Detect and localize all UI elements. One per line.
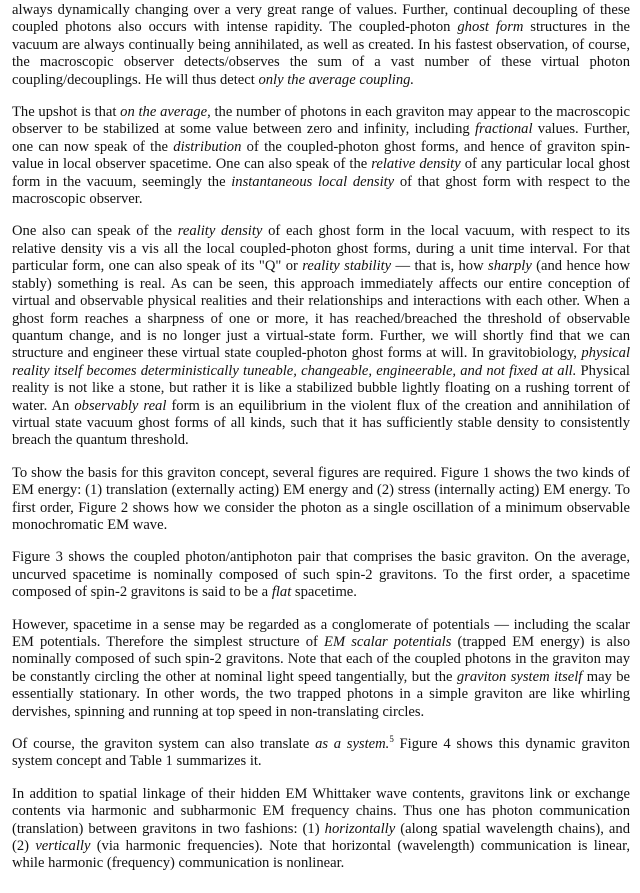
paragraph-5 <box>12 549 630 601</box>
text-run: (trapped EM energy) is also nominally composed of such spin-2 gravitons. Note that each of the coupled photons in the graviton may be constantly circling the other at nominal light speed tangentially, but the <box>12 634 630 685</box>
italic-run: distribution <box>173 138 242 155</box>
italic-run: reality density <box>177 223 263 240</box>
paragraph-2 <box>12 104 630 208</box>
text-run: of each ghost form in the local vacuum, with respect to its relative density vis a vis all the local coupled-photon ghost forms, during a unit time interval. For that particular form, one can also speak of its "Q" or <box>12 223 630 275</box>
italic-run: physical reality itself becomes deterministically tuneable, changeable, engineerable, and not fixed at all. <box>12 345 630 379</box>
text-run: of the coupled-photon ghost forms, and hence of graviton spin-value in local observer spacetime. One can also speak of the <box>12 138 631 173</box>
text-run: In addition to spatial linkage of their hidden EM Whittaker wave contents, gravitons link or exchange contents via harmonic and subharmonic EM frequency chains. Thus one has photon communication (translation) between gravitons in two fashions: (1) <box>12 785 630 837</box>
text-run: The upshot is that <box>12 104 121 121</box>
paragraph-8 <box>12 786 630 873</box>
italic-run: horizontally <box>324 820 396 837</box>
italic-run: instantaneous local density <box>231 173 395 190</box>
text-run: values. Further, one can now speak of the <box>12 121 630 155</box>
paragraph-3 <box>12 223 630 449</box>
italic-run: fractional <box>474 121 533 138</box>
text-run: of any particular local ghost form in the vacuum, seemingly the <box>12 156 630 190</box>
text-run: (via harmonic frequencies). Note that horizontal (wavelength) communication is linear, while harmonic (frequency) communication is nonlinear. <box>12 838 630 872</box>
footnote-reference: 5 <box>389 734 394 745</box>
text-run: form is an equilibrium in the violent flux of the creation and annihilation of virtual state vacuum ghost forms of all kinds, such that it has sufficiently stable density to consistently breach the quantum threshold. <box>12 397 630 449</box>
paragraph-6 <box>12 617 630 721</box>
italic-run: as a system. <box>315 736 390 753</box>
text-run: may be essentially stationary. In other words, the two trapped photons in a simple graviton are like whirling dervishes, spinning and running at top speed in non-translating circles. <box>12 668 630 720</box>
italic-run: reality stability <box>302 258 392 275</box>
italic-run: on the average <box>120 104 208 121</box>
italic-run: observably real <box>74 397 167 414</box>
text-run: always dynamically changing over a very great range of values. Further, continual decoupling of these coupled photons also occurs with intense rapidity. The coupled-photon <box>12 2 630 36</box>
text-run: of that ghost form with respect to the macroscopic observer. <box>12 173 630 208</box>
text-run: One also can speak of the <box>12 223 178 240</box>
text-run: However, spacetime in a sense may be regarded as a conglomerate of potentials — including the scalar EM potentials. Therefore the simplest structure of <box>12 616 630 650</box>
italic-run: vertically <box>35 838 91 855</box>
italic-run: ghost form <box>457 19 524 36</box>
italic-run: EM scalar potentials <box>324 634 452 650</box>
text-run: — that is, how <box>391 258 489 275</box>
paragraph-7 <box>12 736 630 771</box>
document-page <box>12 2 630 873</box>
paragraph-4 <box>12 465 630 535</box>
text-run: Of course, the graviton system can also translate <box>12 736 316 753</box>
italic-run: graviton system itself <box>456 668 583 685</box>
text-run: (along spatial wavelength chains), and (2) <box>12 820 631 855</box>
paragraph-1 <box>12 2 630 89</box>
italic-run: sharply <box>488 258 532 275</box>
italic-run: relative density <box>371 156 461 173</box>
text-run: (and hence how stably) something is real. As can be seen, this approach immediately affects our entire conception of virtual and observable physical realities and their relationships and interactions with each other. When a ghost form reaches a sharpness of one or more, it has reached/breached the threshold of observable quantum change, and is no longer just a virtual-state form. Further, we will shortly find that we can structure and engineer these virtual state coupled-photon ghost forms at will. In gravitobiology, <box>12 258 630 362</box>
text-run: spacetime. <box>291 584 357 601</box>
text-run: Physical reality is not like a stone, but rather it is like a stabilized bubble lightly floating on a rushing torrent of water. An <box>12 362 630 414</box>
text-run: Figure 3 shows the coupled photon/antiphoton pair that comprises the basic graviton. On the average, uncurved spacetime is nominally composed of such spin-2 gravitons. To the first order, a spacetime composed of spin-2 gravitons is said to be a <box>12 549 630 601</box>
italic-run: flat <box>271 584 292 601</box>
text-run: Figure 4 shows this dynamic graviton system concept and Table 1 summarizes it. <box>12 736 630 770</box>
italic-run: only the average coupling. <box>258 71 415 88</box>
text-run: structures in the vacuum are always continually being annihilated, as well as created. In his fastest observation, of course, the macroscopic observer detects/observes the sum of a vast number of these virtual photon coupling/decouplings. He will thus detect <box>12 19 630 88</box>
text-run: , the number of photons in each graviton may appear to the macroscopic observer to be stabilized at some value between zero and infinity, including <box>12 104 630 138</box>
text-run: To show the basis for this graviton concept, several figures are required. Figure 1 shows the two kinds of EM energy: (1) translation (externally acting) EM energy and (2) stress (internally acting) EM energy. To first order, Figure 2 shows how we consider the photon as a single oscillation of a minimum observable monochromatic EM wave. <box>12 464 630 533</box>
